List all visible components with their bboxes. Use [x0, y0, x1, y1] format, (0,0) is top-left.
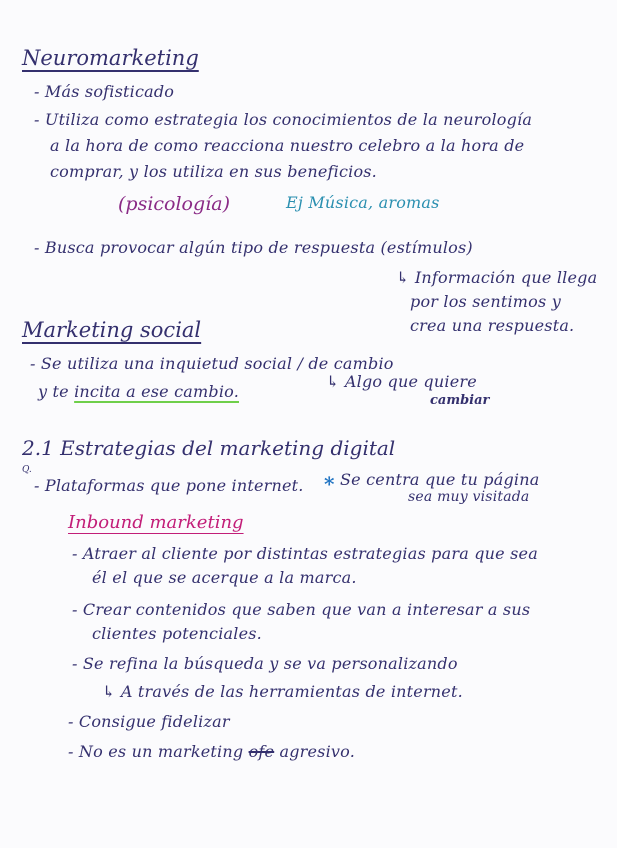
inbound-marketing-heading: Inbound marketing [68, 512, 244, 533]
social-note-1: ↳ Algo que quiere [326, 372, 477, 391]
inbound-bullet-2a: - Crear contenidos que saben que van a interesar a sus [72, 600, 531, 619]
inbound-bullet-4: - Consigue fidelizar [68, 712, 230, 731]
digital-tag: Q. [22, 465, 32, 475]
social-note-2: cambiar [430, 393, 490, 408]
neuro-line-2: - Utiliza como estrategia los conocimientos de la neurología [34, 110, 533, 129]
neuro-line-3: a la hora de como reacciona nuestro celebro a la hora de [50, 136, 525, 155]
social-line-2a: y te [38, 382, 75, 401]
digital-note-1: Se centra que tu página [340, 470, 540, 489]
neuro-note-3: crea una respuesta. [410, 316, 575, 335]
inbound-bullet-1a: - Atraer al cliente por distintas estrategias para que sea [72, 544, 538, 563]
asterisk-icon: * [324, 472, 335, 496]
marketing-social-heading: Marketing social [22, 318, 202, 342]
digital-strategies-heading: 2.1 Estrategias del marketing digital [22, 436, 396, 460]
inbound-bullet-1b: él el que se acerque a la marca. [92, 568, 357, 587]
inbound-bullet-3b: ↳ A través de las herramientas de internet. [102, 682, 463, 701]
neuromarketing-heading: Neuromarketing [22, 46, 199, 70]
inbound-bullet-5b: agresivo. [274, 742, 355, 761]
neuro-note-2: por los sentimos y [410, 292, 561, 311]
neuro-line-5: - Busca provocar algún tipo de respuesta (estímulos) [34, 238, 473, 257]
ejemplo-note: Ej Música, aromas [286, 193, 440, 212]
neuro-note-1: ↳ Información que llega [396, 268, 598, 287]
crossed-out-word: ofe [248, 742, 275, 761]
social-line-2b: incita a ese cambio. [74, 382, 239, 401]
inbound-bullet-3a: - Se refina la búsqueda y se va personalizando [72, 654, 458, 673]
digital-note-2: sea muy visitada [408, 489, 530, 505]
inbound-bullet-2b: clientes potenciales. [92, 624, 262, 643]
social-line-2 [38, 384, 239, 400]
digital-line-1: - Plataformas que pone internet. [34, 476, 304, 495]
inbound-bullet-5a: - No es un marketing [68, 742, 249, 761]
psicologia-note: (psicología) [118, 193, 230, 215]
neuro-line-4: comprar, y los utiliza en sus beneficios. [50, 162, 377, 181]
social-line-1: - Se utiliza una inquietud social / de cambio [30, 354, 394, 373]
inbound-bullet-5 [68, 744, 355, 760]
neuro-line-1: - Más sofisticado [34, 82, 175, 101]
